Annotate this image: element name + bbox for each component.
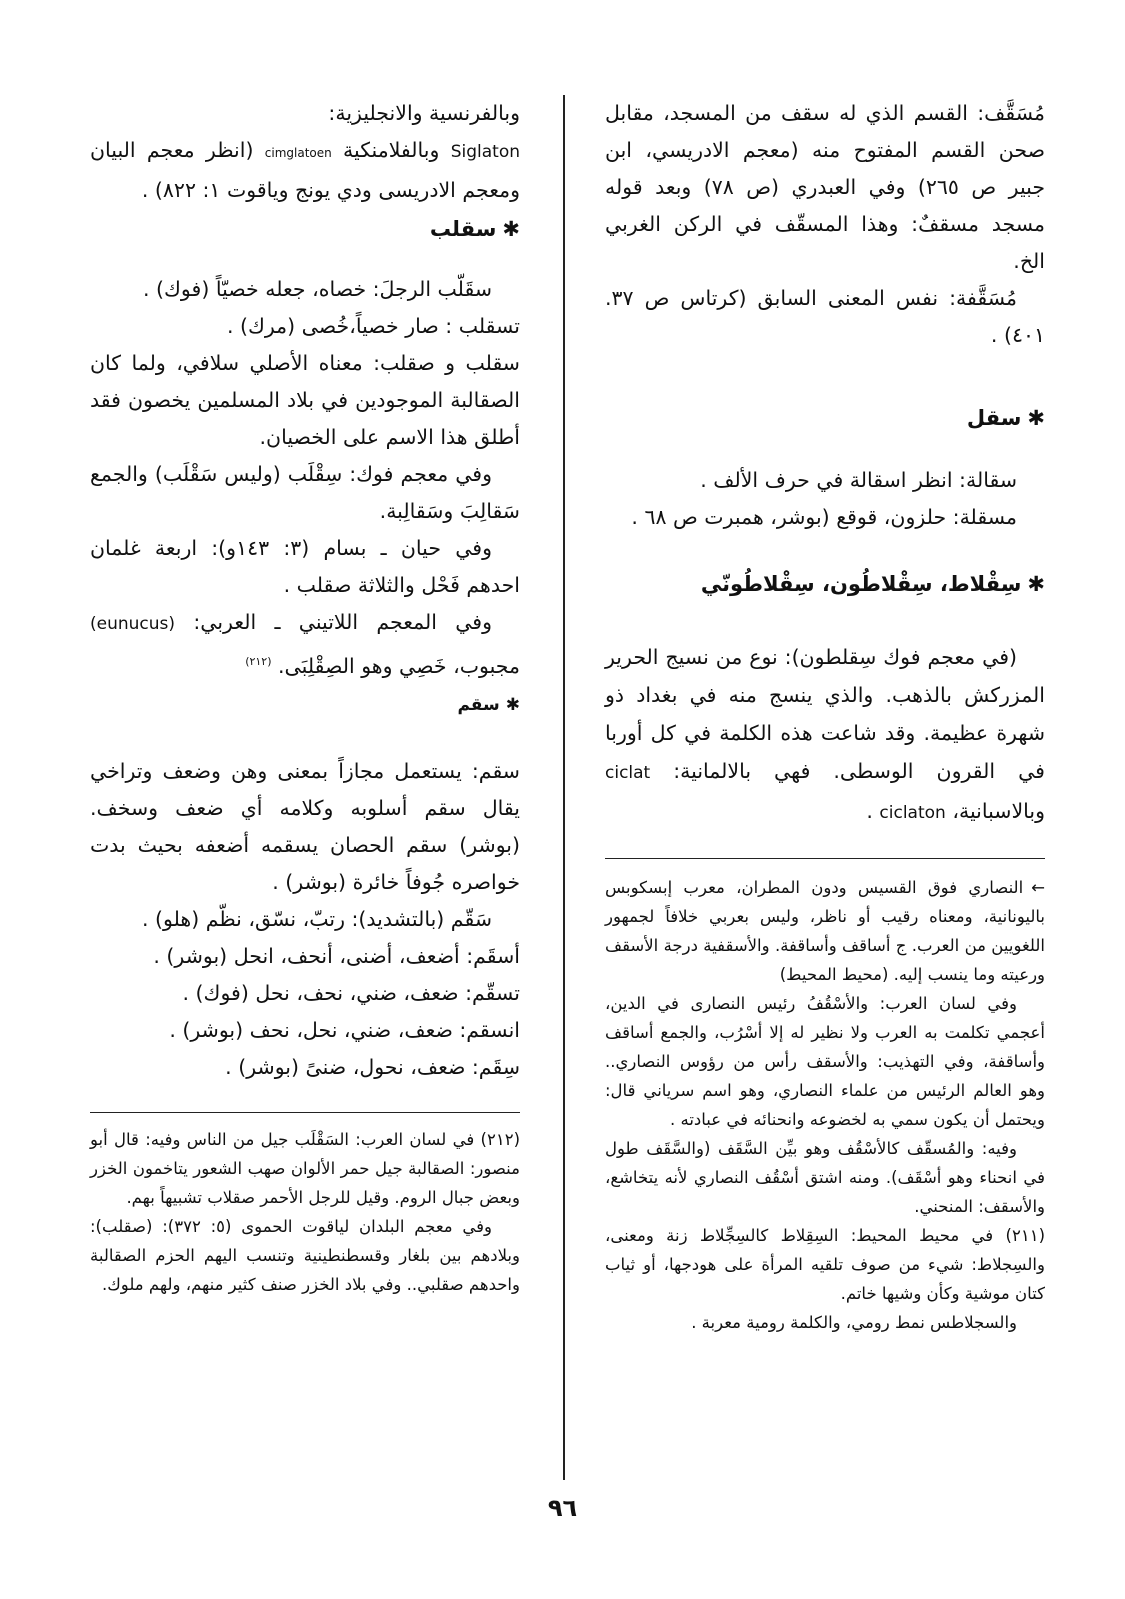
entry-text: وبالاسبانية،: [952, 799, 1045, 823]
footnote-text: النصاري فوق القسيس ودون المطران، معرب إبسكوبس باليونانية، ومعناه رقيب أو ناظر، وليس بعربي خلافاً لجمهور اللغويين من العرب. ج أساقف وأساقفة. والأسقفية درجة الأسقف ورعيته وما ينسب إليه. (محيط المحيط): [605, 878, 1045, 984]
section-heading-siqlat: [605, 564, 1045, 604]
entry-saqqam: سَقّم (بالتشديد): رتبّ، نسّق، نظّم (هلو) .: [141, 906, 492, 931]
arrow-left-icon: ←: [1031, 878, 1045, 897]
entry-text: (في معجم فوك سِقلطون): نوع من نسيج الحرير المزركش بالذهب. والذي ينسج منه في بغداد ذو شهرة عظيمة. وقد شاعت هذه الكلمة في كل أوربا في القرون الوسطى. فهي بالالمانية:: [605, 645, 1045, 783]
section-heading-saqam: [90, 685, 520, 725]
footnote-musaqqaf: وفيه: والمُسقّف كالأسْقُف وهو بيِّن السَّقَف (والسَّقَف طول في انحناء وهو أسْقَف). ومنه اشتق أسْقُف النصاري لأنه يتخاشع، والأسقف: المنحني.: [605, 1139, 1045, 1216]
page-number: ٩٦: [547, 1494, 578, 1522]
entry-saqlab-saqlab: سقلب و صقلب: معناه الأصلي سلافي، ولما كان الصقالبة الموجودين في بلاد المسلمين يخصون فقد أطلق هذا الاسم على الخصيان.: [90, 351, 520, 449]
right-column: [605, 95, 1045, 1337]
latin-term: (eunucus): [90, 614, 176, 634]
heading-text: سقم: [457, 694, 500, 715]
entry-fuk: وفي معجم فوك: سِقْلَب (وليس سَقْلَب) والجمع سَقالِبَ وسَقالِبة.: [90, 462, 520, 523]
entry-text: مجبوب، خَصِي وهو الصِقْلِبَى.: [271, 653, 520, 678]
entry-french-english: وبالفرنسية والانجليزية:: [328, 101, 520, 125]
footnote-ref: (٢١٢): [245, 655, 272, 668]
section-heading-saqlab: [90, 209, 520, 249]
asterisk-icon: ✱: [1027, 572, 1045, 596]
entry-hayyan: وفي حيان ـ بسام (٣: ١٤٣و): اربعة غلمان احدهم فَحْل والثلاثة صقلب .: [90, 536, 520, 597]
latin-term: ciclaton: [879, 803, 946, 823]
entry-tasaqlab: تسقلب : صار خصياً،خُصى (مرك) .: [226, 314, 520, 338]
footnote-212: (٢١٢) في لسان العرب: السَقْلَب جيل من الناس وفيه: قال أبو منصور: الصقالبة جيل حمر الألوان صهب الشعور يتاخمون الخزر وبعض جبال الروم. وقيل للرجل الأحمر صقلاب تشبيهاً بهم.: [90, 1129, 520, 1207]
latin-term: Siglaton: [450, 142, 520, 162]
footnote-211: (٢١١) في محيط المحيط: السِقِلاط كالسِجِّلاط زنة ومعنى، والسِجلاط: شيء من صوف تلقيه المرأة على هودجها، أو ثياب كتان موشية وكأن وشيها خاتم.: [605, 1226, 1045, 1303]
entry-misqala: مسقلة: حلزون، قوقع (بوشر، همبرت ص ٦٨ .: [631, 505, 1017, 529]
entry-asqam: أسقَم: أضعف، أضنى، أنحف، انحل (بوشر) .: [153, 943, 520, 968]
heading-text: سقلب: [429, 217, 497, 241]
asterisk-icon: ✱: [505, 694, 520, 715]
section-heading-saql: [605, 398, 1045, 438]
entry-musaqqafa: مُسَقَّفة: نفس المعنى السابق (كرتاس ص ٣٧. ٤٠١) .: [605, 286, 1045, 347]
entry-text: (انظر معجم البيان ومعجم الادريسى ودي يونج وياقوت ١: ٨٢٢) .: [90, 138, 520, 202]
column-divider: [563, 95, 565, 1480]
footnote-continued: [605, 873, 1045, 989]
footnote-lisan: وفي لسان العرب: والأسْقُفُ رئيس النصارى في الدين، أعجمي تكلمت به العرب ولا نظير له إلا أسْرُب، والجمع أساقف وأساقفة، وفي التهذيب: والأسقف رأس من رؤوس النصاري.. وهو العالم الرئيس من علماء النصاري، وهو اسم سرياني قال: ويحتمل أن يكون سمي به لخضوعه وانحنائه في عبادته .: [605, 994, 1045, 1129]
entry-siqam: سِقَم: ضعف، نحول، ضنىً (بوشر) .: [225, 1054, 520, 1079]
asterisk-icon: ✱: [1027, 406, 1045, 430]
entry-saqala: سقالة: انظر اسقالة في حرف الألف .: [700, 468, 1017, 492]
entry-text: وفي المعجم اللاتيني ـ العربي:: [193, 610, 492, 634]
entry-latin-arabic: [90, 604, 520, 685]
heading-text: سقل: [966, 406, 1022, 430]
entry-text: وبالفلامنكية: [343, 138, 440, 162]
entry-saqqalab: سقَلّب الرجلَ: خصاه، جعله خصيّاً (فوك) .: [143, 277, 492, 301]
footnote-yaqut: وفي معجم البلدان لياقوت الحموى (٥: ٣٧٢): (صقلب): وبلادهم بين بلغار وقسطنطينية وتنسب اليهم الحزم الصقالبة واحدهم صقلبي.. وفي بلاد الخزر صنف كثير منهم، ولهم ملوك.: [90, 1216, 520, 1294]
entry-musaqqaf: مُسَقَّف: القسم الذي له سقف من المسجد، مقابل صحن القسم المفتوح منه (معجم الادريسي، ابن جبير ص ٢٦٥) وفي العبدري (ص ٧٨) وبعد قوله مسجد مسقفٌ: وهذا المسقّف في الركن الغربي الخ.: [605, 101, 1045, 273]
entry-saqam: سقم: يستعمل مجازاً بمعنى وهن وضعف وتراخي يقال سقم أسلوبه وكلامه أي ضعف وسخف. (بوشر) سقم الحصان يسقمه أضعفه بحيث بدت خواصره جُوفاً خائرة (بوشر) .: [90, 758, 520, 894]
entry-text: .: [866, 799, 873, 823]
entry-siglaton: [90, 132, 520, 209]
heading-text: سِقْلاط، سِقْلاطُون، سِقْلاطُونّي: [700, 572, 1022, 596]
entry-siqlatun: [605, 638, 1045, 832]
asterisk-icon: ✱: [502, 217, 520, 241]
footnote-sijlatus: والسجلاطس نمط رومي، والكلمة رومية معربة .: [691, 1313, 1017, 1332]
latin-term: cimglatoen: [264, 146, 332, 160]
entry-tasaqqam: تسقّم: ضعف، ضني، نحف، نحل (فوك) .: [182, 980, 520, 1005]
entry-insaqam: انسقم: ضعف، ضني، نحل، نحف (بوشر) .: [169, 1017, 520, 1042]
latin-term: ciclat: [605, 763, 651, 783]
left-column: [90, 95, 520, 1299]
